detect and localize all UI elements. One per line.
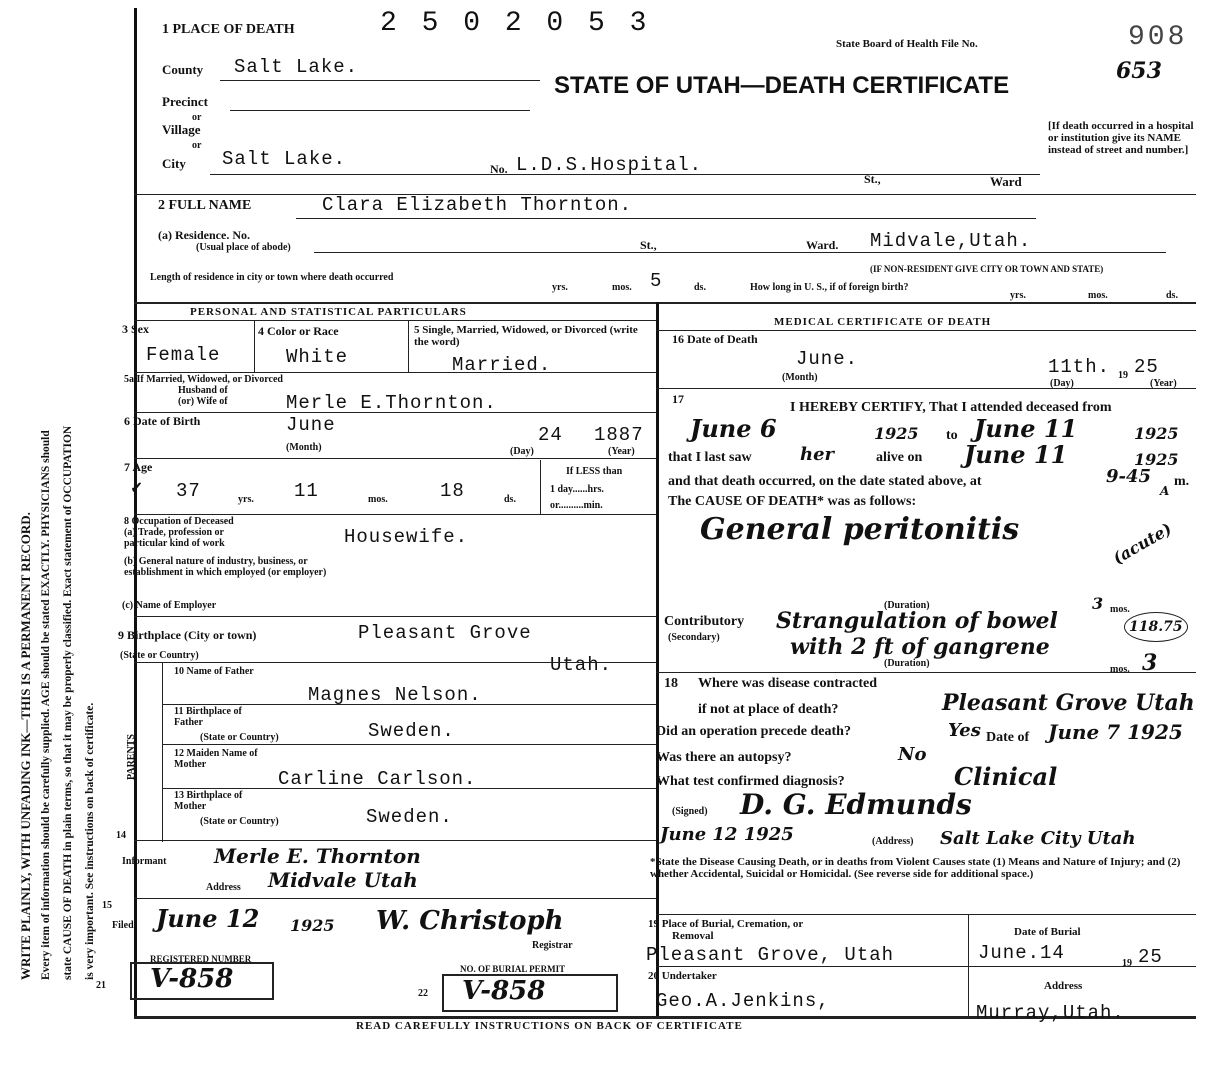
- operation-label: Did an operation precede death?: [656, 724, 851, 739]
- physician-signature: D. G. Edmunds: [740, 788, 972, 821]
- certify-text: I HEREBY CERTIFY, That I attended deceased from: [790, 400, 1112, 415]
- test-value: Clinical: [954, 762, 1058, 791]
- dob-day-cap: (Day): [510, 446, 534, 457]
- certificate-title: STATE OF UTAH—DEATH CERTIFICATE: [554, 72, 1010, 99]
- mother-value: Carline Carlson.: [278, 768, 477, 790]
- spouse-value: Merle E.Thornton.: [286, 392, 497, 414]
- birthplace-state-label: (State or Country): [120, 650, 199, 661]
- test-label: What test confirmed diagnosis?: [656, 774, 845, 789]
- section-divider: [134, 302, 1196, 304]
- residence-st-label: St.,: [640, 238, 657, 252]
- full-name-label: 2 FULL NAME: [158, 198, 252, 213]
- informant-address-label: Address: [206, 882, 241, 893]
- item-22: 22: [418, 988, 428, 999]
- no-label: No.: [490, 162, 508, 176]
- sidebar-line-1: WRITE PLAINLY, WITH UNFADING INK—THIS IS A PERMANENT RECORD.: [18, 512, 33, 980]
- village-label: Village: [162, 122, 201, 137]
- birthplace-city: Pleasant Grove: [358, 622, 532, 644]
- dob-month-cap: (Month): [286, 442, 322, 453]
- item-18: 18: [664, 676, 678, 691]
- row17-line: [656, 672, 1196, 673]
- note-line: [656, 914, 1196, 915]
- hospital-value: L.D.S.Hospital.: [516, 154, 703, 176]
- father-bp-label: 11 Birthplace of Father: [174, 706, 242, 728]
- her-value: her: [800, 444, 835, 465]
- place-of-death-label: 1 PLACE OF DEATH: [162, 22, 295, 37]
- father-bp-value: Sweden.: [368, 720, 455, 742]
- death-year: 25: [1134, 356, 1159, 378]
- duration-label-1: (Duration): [884, 600, 930, 611]
- sex-value: Female: [146, 344, 221, 366]
- attended-to: June 11: [974, 414, 1078, 443]
- filed-date: June 12: [156, 904, 260, 933]
- duration-mos-2: mos.: [1110, 664, 1130, 675]
- cause-label: The CAUSE OF DEATH* was as follows:: [668, 494, 917, 509]
- duration-2: 3: [1142, 650, 1158, 676]
- informant-address: Midvale Utah: [268, 868, 418, 892]
- item-15: 15: [102, 900, 112, 911]
- row13-line: [134, 840, 656, 841]
- burial-place-label-1: 19 Place of Burial, Cremation, or: [648, 918, 804, 930]
- burial-line: [656, 966, 1196, 967]
- filed-year: 1925: [290, 916, 335, 935]
- father-bp-line: [162, 744, 656, 745]
- contracted-value: Pleasant Grove Utah: [942, 690, 1195, 716]
- father-label: 10 Name of Father: [174, 666, 254, 677]
- us-yrs-label: yrs.: [1010, 290, 1026, 301]
- row6-line: [134, 458, 656, 459]
- board-file-label: State Board of Health File No.: [836, 38, 978, 50]
- sex-label: 3 Sex: [122, 322, 149, 336]
- item-21: 21: [96, 980, 106, 991]
- birthplace-state: Utah.: [550, 654, 613, 676]
- registrar-label: Registrar: [532, 940, 573, 951]
- sidebar-line-4: is very important. See instructions on back of certificate.: [84, 702, 96, 980]
- burial-place: Pleasant Grove, Utah: [646, 944, 895, 966]
- physician-address-label: (Address): [872, 836, 914, 847]
- last-saw-label: that I last saw: [668, 450, 752, 465]
- father-value: Magnes Nelson.: [308, 684, 482, 706]
- death-date-label: 16 Date of Death: [672, 332, 758, 346]
- row7-line: [134, 514, 656, 515]
- ward-label: Ward: [990, 174, 1022, 189]
- spouse-label-1: 5a If Married, Widowed, or Divorced: [124, 374, 283, 385]
- file-number-2: 653: [1116, 58, 1162, 84]
- contributory-label: Contributory: [664, 614, 745, 629]
- or-label-1: or: [192, 112, 202, 123]
- or-label-2: or: [192, 140, 202, 151]
- filed-label: Filed: [112, 920, 134, 931]
- county-underline: [220, 80, 540, 81]
- residence-ward-label: Ward.: [806, 238, 839, 252]
- autopsy-label: Was there an autopsy?: [656, 750, 792, 765]
- autopsy-value: No: [898, 744, 927, 765]
- center-divider: [656, 302, 659, 1016]
- alive-label: alive on: [876, 450, 923, 465]
- age-label: 7 Age: [124, 460, 153, 474]
- marital-value: Married.: [452, 354, 552, 376]
- sidebar-line-2: Every item of information should be carefully supplied. AGE should be stated EXACTLY. PHYSICIANS should: [40, 430, 52, 980]
- mother-bp-label: 13 Birthplace of Mother: [174, 790, 243, 812]
- cause-of-death: General peritonitis: [700, 512, 1020, 547]
- burial-address: Murray,Utah.: [976, 1002, 1125, 1024]
- dob-day: 24: [538, 424, 563, 446]
- row5a-line: [134, 412, 656, 413]
- item-14: 14: [116, 830, 126, 841]
- residence-value: Midvale,Utah.: [870, 230, 1032, 252]
- occupation-value: Housewife.: [344, 526, 469, 548]
- city-underline: [210, 174, 1040, 175]
- father-line: [162, 704, 656, 705]
- burial-permit-number: V-858: [462, 976, 546, 1006]
- contributory-line-1: Strangulation of bowel: [776, 608, 1058, 634]
- death-day-cap: (Day): [1050, 378, 1074, 389]
- dob-label: 6 Date of Birth: [124, 414, 201, 428]
- cause-code: 118.75: [1124, 612, 1188, 642]
- mother-bp-value: Sweden.: [366, 806, 453, 828]
- us-label: How long in U. S., if of foreign birth?: [750, 282, 909, 293]
- death-day: 11th.: [1048, 356, 1111, 378]
- mother-country-label: (State or Country): [200, 816, 279, 827]
- hospital-note: [If death occurred in a hospital or institution give its NAME instead of street and number.]: [1048, 120, 1194, 156]
- county-label: County: [162, 62, 204, 77]
- color-marital-divider: [408, 320, 409, 372]
- parents-divider: [162, 662, 163, 842]
- row16-line: [656, 388, 1196, 389]
- m-label: m.: [1174, 474, 1190, 489]
- burial-year: 25: [1138, 946, 1163, 968]
- us-mos-label: mos.: [1088, 290, 1108, 301]
- occupation-label-3: particular kind of work: [124, 538, 225, 549]
- age-check: ✓: [130, 480, 144, 497]
- dob-year-cap: (Year): [608, 446, 635, 457]
- residence-underline: [314, 252, 1166, 253]
- burial-year-prefix: 19: [1122, 958, 1132, 969]
- less-label-3: or..........min.: [550, 500, 603, 511]
- attended-from-year: 1925: [874, 424, 919, 443]
- color-label: 4 Color or Race: [258, 324, 339, 338]
- length-yrs-label: yrs.: [552, 282, 568, 293]
- reg-number-label: REGISTERED NUMBER: [150, 954, 252, 964]
- death-am: A: [1160, 484, 1170, 498]
- age-mos-label: mos.: [368, 494, 388, 505]
- attended-to-year: 1925: [1134, 424, 1179, 443]
- medical-title-line: [656, 330, 1196, 331]
- color-value: White: [286, 346, 349, 368]
- burial-date: June.14: [978, 942, 1065, 964]
- contracted-label: Where was disease contracted: [698, 676, 877, 691]
- duration-mos-1: mos.: [1110, 604, 1130, 615]
- length-mos-value: 5: [650, 270, 663, 292]
- undertaker-value: Geo.A.Jenkins,: [656, 990, 830, 1012]
- contributory-line-2: with 2 ft of gangrene: [790, 634, 1050, 660]
- full-name-value: Clara Elizabeth Thornton.: [322, 194, 633, 216]
- death-year-prefix: 19: [1118, 370, 1128, 381]
- not-place-label: if not at place of death?: [698, 702, 839, 717]
- stamp-number: 2 5 0 2 0 5 3: [380, 8, 651, 39]
- less-label-2: 1 day......hrs.: [550, 484, 604, 495]
- op-date-label: Date of: [986, 730, 1030, 745]
- medical-section-title: MEDICAL CERTIFICATE OF DEATH: [774, 316, 992, 328]
- personal-section-title: PERSONAL AND STATISTICAL PARTICULARS: [190, 306, 467, 318]
- mother-line: [162, 788, 656, 789]
- row3-line: [134, 372, 656, 373]
- spouse-label-3: (or) Wife of: [178, 396, 228, 407]
- birthplace-label: 9 Birthplace (City or town): [118, 628, 257, 642]
- duration-label-2: (Duration): [884, 658, 930, 669]
- length-ds-label: ds.: [694, 282, 706, 293]
- city-value: Salt Lake.: [222, 148, 347, 170]
- father-country-label: (State or Country): [200, 732, 279, 743]
- occupation-label-2: (a) Trade, profession or: [124, 527, 224, 538]
- parents-label: PARENTS: [126, 734, 137, 780]
- age-ds-label: ds.: [504, 494, 516, 505]
- mother-label: 12 Maiden Name of Mother: [174, 748, 258, 770]
- residence-label: (a) Residence. No.: [158, 228, 250, 242]
- secondary-label: (Secondary): [668, 632, 720, 643]
- county-value: Salt Lake.: [234, 56, 359, 78]
- industry-label: (b) General nature of industry, business, or establishment in which employed (or employer): [124, 556, 327, 578]
- age-months: 11: [294, 480, 319, 502]
- alive-on: June 11: [964, 440, 1068, 469]
- length-mos-label: mos.: [612, 282, 632, 293]
- dob-year: 1887: [594, 424, 644, 446]
- burial-permit-label: NO. OF BURIAL PERMIT: [460, 964, 566, 974]
- city-label: City: [162, 156, 186, 171]
- attended-from: June 6: [690, 414, 777, 443]
- death-month-cap: (Month): [782, 372, 818, 383]
- age-years: 37: [176, 480, 201, 502]
- employer-label: (c) Name of Employer: [122, 600, 217, 611]
- item-17: 17: [672, 392, 684, 406]
- informant-signature: Merle E. Thornton: [214, 844, 421, 868]
- undertaker-label: 20 Undertaker: [648, 970, 717, 982]
- registrar-signature: W. Christoph: [376, 906, 564, 936]
- burial-date-label: Date of Burial: [1014, 926, 1081, 938]
- duration-1: 3: [1092, 594, 1104, 613]
- sex-color-divider: [254, 320, 255, 372]
- row14-line: [134, 898, 656, 899]
- age-yrs-label: yrs.: [238, 494, 254, 505]
- death-time: 9-45: [1106, 466, 1152, 487]
- sidebar-line-3: state CAUSE OF DEATH in plain terms, so that it may be properly classified. Exact statement of OCCUPATION: [62, 425, 74, 980]
- signed-label: (Signed): [672, 806, 708, 817]
- burial-place-label-2: Removal: [672, 930, 714, 942]
- signed-date: June 12 1925: [660, 824, 794, 845]
- precinct-underline: [230, 110, 530, 111]
- marital-label: 5 Single, Married, Widowed, or Divorced (write the word): [414, 324, 638, 348]
- file-number: 908: [1128, 22, 1188, 53]
- physician-address: Salt Lake City Utah: [940, 828, 1136, 849]
- name-divider: [134, 194, 1196, 195]
- less-label-1: If LESS than: [566, 466, 623, 477]
- footer-instructions: READ CAREFULLY INSTRUCTIONS ON BACK OF CERTIFICATE: [356, 1020, 743, 1032]
- dob-month: June: [286, 414, 336, 436]
- length-of-residence-label: Length of residence in city or town where death occurred: [150, 272, 394, 283]
- burial-address-label: Address: [1044, 980, 1083, 992]
- name-underline: [296, 218, 1036, 219]
- operation-value: Yes: [948, 720, 981, 741]
- death-month: June.: [796, 348, 859, 370]
- informant-label: Informant: [122, 856, 167, 867]
- residence-sub: (Usual place of abode): [196, 242, 291, 253]
- to-label: to: [946, 428, 958, 443]
- age-days: 18: [440, 480, 465, 502]
- row8-line: [134, 616, 656, 617]
- medical-note: *State the Disease Causing Death, or in deaths from Violent Causes state (1) Means and Nature of Injury; and (2) whether Accidental, Suicidal or Homicidal. (See reverse side for additional space.): [650, 856, 1181, 880]
- nonresident-note: (IF NON-RESIDENT GIVE CITY OR TOWN AND STATE): [870, 264, 1104, 274]
- operation-date: June 7 1925: [1048, 720, 1183, 744]
- occupation-label-1: 8 Occupation of Deceased: [124, 516, 234, 527]
- st-label: St.,: [864, 172, 881, 186]
- registered-number: V-858: [150, 964, 234, 994]
- row9-line: [134, 662, 656, 663]
- occurred-label: and that death occurred, on the date stated above, at: [668, 474, 982, 489]
- personal-title-line: [134, 320, 656, 321]
- burial-date-divider: [968, 914, 969, 1016]
- alive-year: 1925: [1134, 450, 1179, 469]
- age-less-divider: [540, 460, 541, 514]
- death-year-cap: (Year): [1150, 378, 1177, 389]
- us-ds-label: ds.: [1166, 290, 1178, 301]
- precinct-label: Precinct: [162, 94, 208, 109]
- cause-note: (acute): [1109, 519, 1175, 568]
- spouse-label-2: Husband of: [178, 385, 228, 396]
